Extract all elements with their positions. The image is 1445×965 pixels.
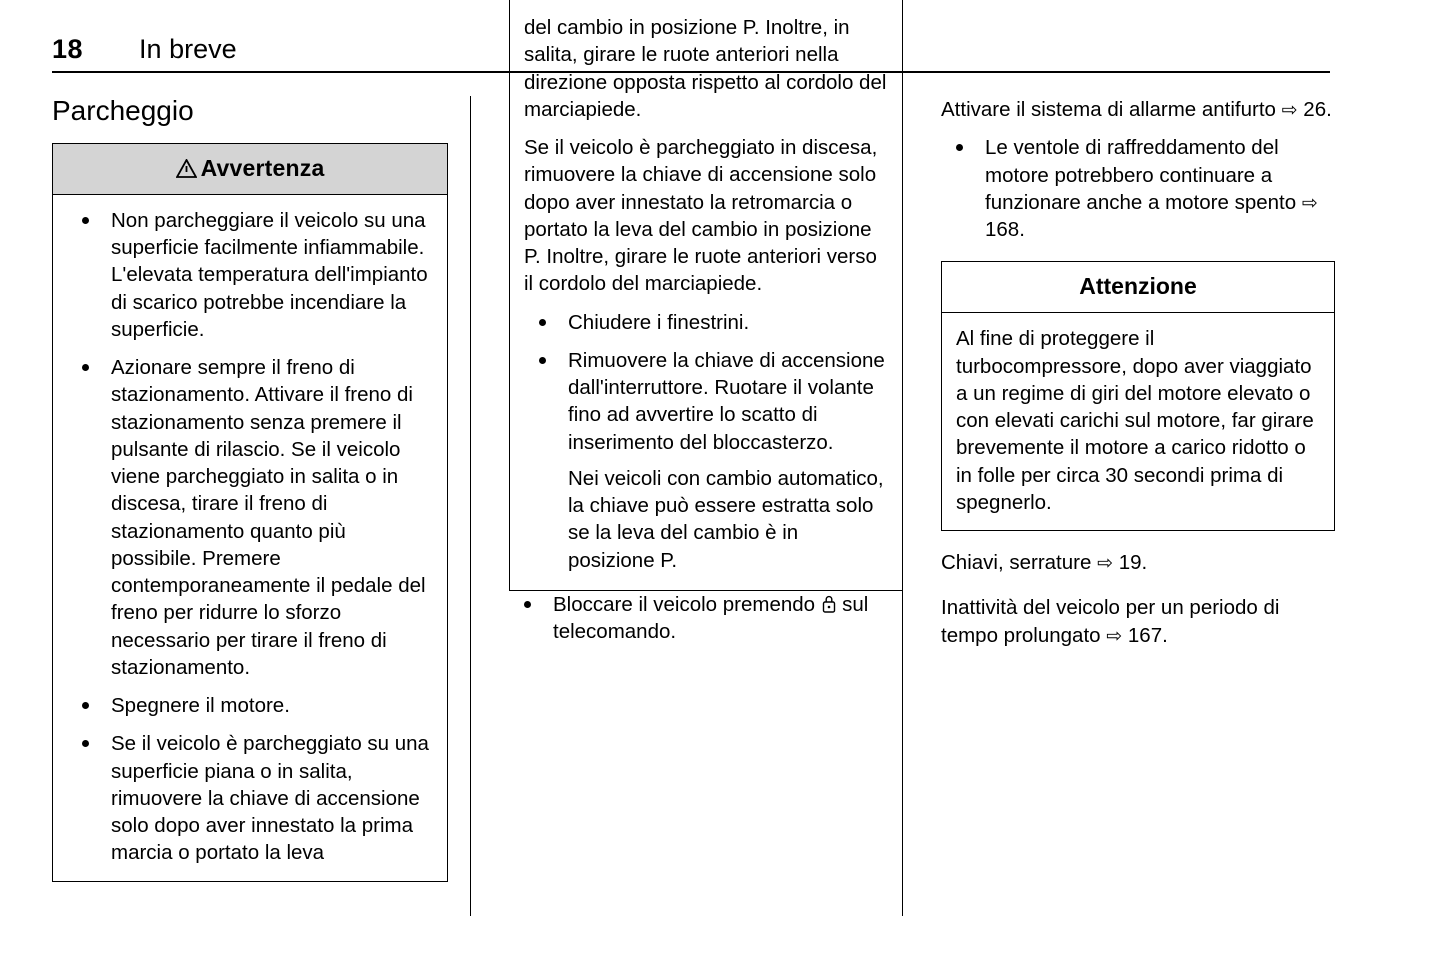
continued-paragraph: del cambio in posizione P. Inoltre, in salita, girare le ruote anteriori nella direzione opposta rispetto al cordolo del marciapiede.: [524, 16, 887, 121]
column-1: [52, 96, 470, 916]
list-item: Azionare sempre il freno di stazionamento. Attivare il freno di stazionamento senza premere il pulsante di rilascio. Se il veicolo viene parcheggiato in salita o in discesa, tirare il freno di stazionamento quanto più possibile. Premere contemporaneamente il pedale del freno per ridurre lo sforzo necessario per tirare il freno di stazionamento.: [67, 354, 433, 681]
alarm-ref-page: 26.: [1303, 98, 1332, 121]
warning-box-continuation: [509, 0, 903, 591]
long-inactivity-text: Inattività del veicolo per un periodo di tempo prolungato: [941, 596, 1280, 647]
lock-vehicle-text-end: sul telecomando.: [553, 592, 869, 644]
page-title: Parcheggio: [52, 95, 194, 126]
column-2: [470, 16, 902, 916]
lock-vehicle-list: [509, 591, 886, 646]
warning-box-body: [53, 195, 447, 881]
lock-vehicle-text: Bloccare il veicolo premendo: [553, 592, 816, 616]
chapter-title: In breve: [139, 34, 237, 64]
reference-arrow-icon: ⇨: [1301, 192, 1318, 214]
keys-locks-ref-page: 19.: [1118, 551, 1148, 575]
list-item: [524, 347, 888, 574]
cooling-fan-ref-page: 168.: [985, 218, 1025, 242]
alarm-continued-paragraph: [941, 96, 1334, 123]
reference-arrow-icon: ⇨: [1281, 100, 1298, 121]
attention-box-title: Attenzione: [942, 262, 1334, 313]
alarm-text: Attivare il sistema di allarme antifurto: [941, 98, 1276, 121]
list-item: [941, 134, 1334, 243]
list-item: [509, 591, 886, 646]
warning-box-title: Avvertenza: [200, 154, 325, 181]
column-3-top: [941, 96, 1334, 649]
list-item-subtext: Nei veicoli con cambio automatico, la chiave può essere estratta solo se la leva del cambio è in posizione P.: [568, 466, 884, 572]
list-item-text: Rimuovere la chiave di accensione dall'interruttore. Ruotare il volante fino ad avvertire lo scatto di inserimento del bloccasterzo.: [568, 348, 885, 454]
attention-box: [941, 261, 1335, 531]
cooling-fan-list: [941, 134, 1334, 243]
list-item: Non parcheggiare il veicolo su una superficie facilmente infiammabile. L'elevata temperatura dell'impianto di scarico potrebbe incendiare la superficie.: [67, 207, 433, 343]
keys-locks-reference: [941, 549, 1334, 576]
warning-bullet-list-continued: [524, 309, 888, 574]
reference-arrow-icon: ⇨: [1106, 625, 1123, 647]
reference-arrow-icon: ⇨: [1097, 553, 1114, 575]
long-inactivity-ref-page: 167.: [1127, 623, 1168, 647]
paragraph-descent: Se il veicolo è parcheggiato in discesa, rimuovere la chiave di accensione solo dopo aver innestato la retromarcia o portato la leva del cambio in posizione P. Inoltre, girare le ruote anteriori verso il cordolo del marciapiede.: [524, 136, 878, 296]
attention-box-body: Al fine di proteggere il turbocompressore, dopo aver viaggiato a un regime di giri del motore elevato o con elevati carichi sul motore, far girare brevemente il motore a carico ridotto o in folle per circa 30 secondi prima di spegnerlo.: [956, 327, 1314, 514]
list-item: Chiudere i finestrini.: [524, 309, 888, 336]
warning-bullet-list: [67, 207, 433, 867]
warning-triangle-icon: [176, 157, 197, 184]
column-3: [902, 96, 1334, 916]
warning-box: [52, 143, 448, 882]
page-number: 18: [52, 34, 84, 64]
warning-box-header: [53, 144, 447, 195]
long-inactivity-reference: [941, 594, 1334, 649]
cooling-fan-text: Le ventole di raffreddamento del motore potrebbero continuare a funzionare anche a motore spento: [985, 136, 1297, 214]
keys-locks-text: Chiavi, serrature: [941, 551, 1092, 575]
list-item: Spegnere il motore.: [67, 692, 433, 719]
remote-lock-icon: [821, 595, 842, 616]
list-item: Se il veicolo è parcheggiato su una superficie piana o in salita, rimuovere la chiave di accensione solo dopo aver innestato la prima marcia o portato la leva: [67, 730, 433, 866]
